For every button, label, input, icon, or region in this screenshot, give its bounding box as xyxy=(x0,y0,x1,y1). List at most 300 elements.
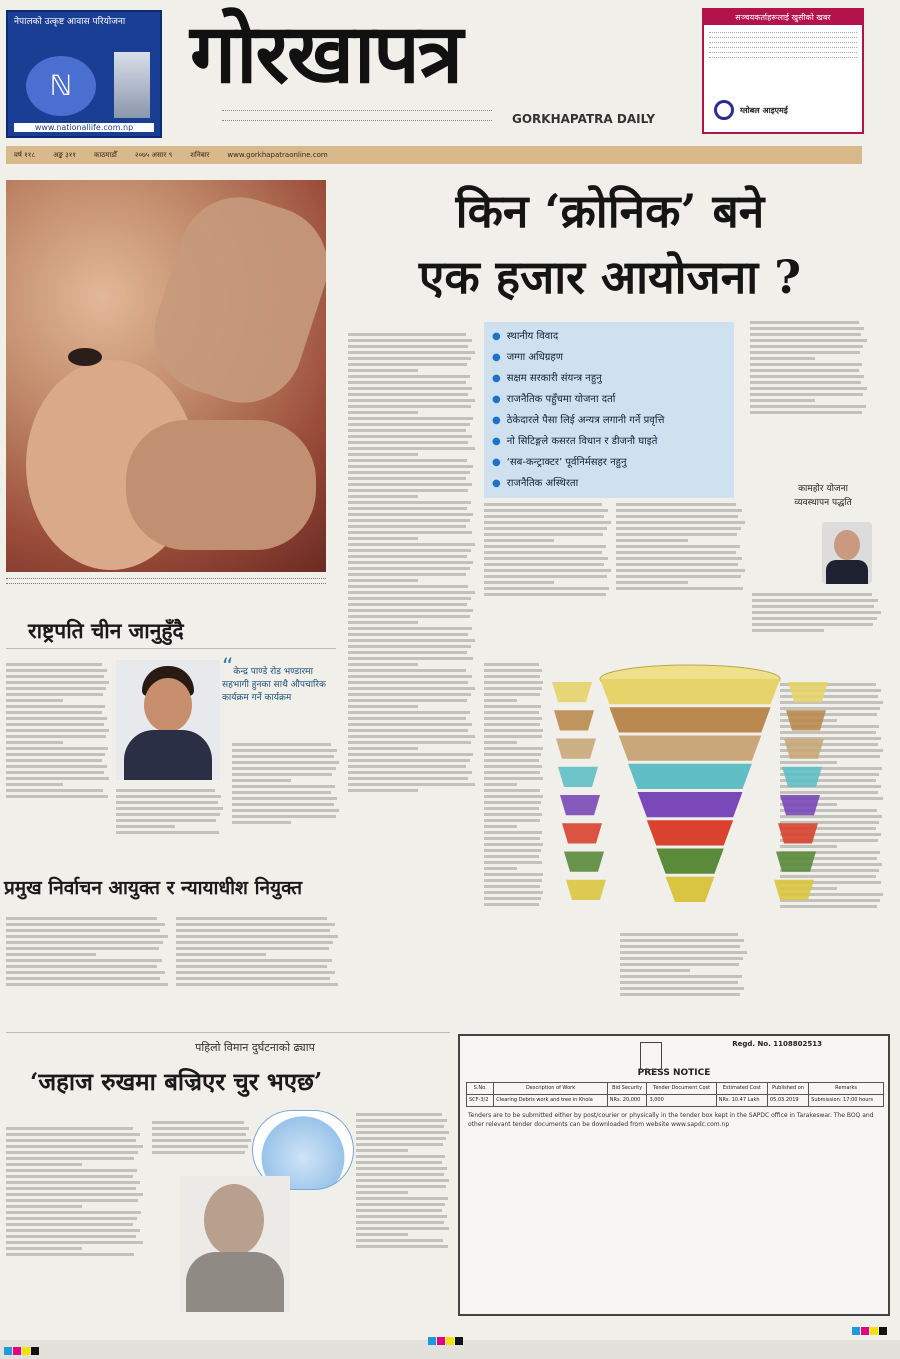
ribbon-item: वर्ष ११८ xyxy=(14,151,36,159)
text-line xyxy=(348,435,472,438)
text-line xyxy=(116,807,223,810)
text-line xyxy=(620,963,739,966)
text-line xyxy=(616,539,688,542)
text-line xyxy=(6,941,163,944)
text-line xyxy=(348,489,468,492)
text-line xyxy=(6,723,104,726)
text-line xyxy=(616,587,743,590)
text-line xyxy=(348,771,472,774)
text-line xyxy=(356,1143,443,1146)
text-line xyxy=(232,785,335,788)
text-line xyxy=(6,687,106,690)
text-line xyxy=(750,387,867,390)
funnel-side-tab xyxy=(560,795,600,815)
text-line xyxy=(232,761,339,764)
text-line xyxy=(348,645,471,648)
text-line xyxy=(176,971,335,974)
text-line xyxy=(752,623,873,626)
text-line xyxy=(620,939,744,942)
funnel-layer xyxy=(609,707,770,732)
text-line xyxy=(348,609,473,612)
text-line xyxy=(620,957,743,960)
text-line xyxy=(348,369,418,372)
text-line xyxy=(348,429,466,432)
bullet-icon: ● xyxy=(492,457,501,468)
date-ribbon xyxy=(6,146,862,164)
text-line xyxy=(348,465,473,468)
text-line xyxy=(348,381,466,384)
text-line xyxy=(348,627,472,630)
article-column xyxy=(750,318,868,468)
election-commissioner-headline[interactable]: प्रमुख निर्वाचन आयुक्त र न्यायाधीश नियुक्त xyxy=(4,877,303,899)
text-line xyxy=(616,533,737,536)
text-line xyxy=(6,1217,137,1220)
text-line xyxy=(356,1173,444,1176)
list-item: ● स्थानीय विवाद xyxy=(492,331,559,342)
text-line xyxy=(484,783,517,786)
text-line xyxy=(616,545,740,548)
text-line xyxy=(176,917,327,920)
list-item: ● राजनैतिक पहुँचमा योजना दर्ता xyxy=(492,394,616,405)
text-line xyxy=(616,509,742,512)
text-line xyxy=(752,629,824,632)
text-line xyxy=(6,1145,143,1148)
table-header-row: S.No. Description of Work Bid Security Tender Document Cost Estimated Cost Published on Remarks xyxy=(467,1083,884,1095)
text-line xyxy=(6,705,105,708)
pull-quote xyxy=(222,655,340,705)
text-line xyxy=(348,549,471,552)
text-line xyxy=(348,675,472,678)
text-line xyxy=(348,573,466,576)
text-line xyxy=(484,515,604,518)
text-line xyxy=(750,333,861,336)
pull-quote-text: केन्द्र पाण्डे रोड भण्डारमा सहभागी हुनका साथै औपचारिक कार्यक्रम गर्ने कार्यक्रम xyxy=(222,667,326,703)
text-line xyxy=(484,521,611,524)
text-line xyxy=(232,773,332,776)
article-column xyxy=(484,500,612,650)
bullet-icon: ● xyxy=(492,415,501,426)
author-line1: कामहोर योजना xyxy=(798,484,848,494)
text-line xyxy=(750,393,863,396)
text-line xyxy=(484,569,611,572)
text-line xyxy=(6,1205,82,1208)
funnel-side-tab xyxy=(776,852,816,872)
text-line xyxy=(750,357,815,360)
text-line xyxy=(6,669,107,672)
text-line xyxy=(356,1155,445,1158)
text-line xyxy=(348,411,418,414)
text-line xyxy=(484,825,517,828)
text-line xyxy=(750,411,862,414)
text-line xyxy=(232,815,336,818)
text-line xyxy=(152,1139,251,1142)
text-line xyxy=(484,581,554,584)
text-line xyxy=(6,681,109,684)
text-line xyxy=(6,1235,136,1238)
text-line xyxy=(616,569,745,572)
text-line xyxy=(348,393,468,396)
text-line xyxy=(116,795,221,798)
text-line xyxy=(6,663,102,666)
text-line xyxy=(616,503,736,506)
text-line xyxy=(348,741,471,744)
text-line xyxy=(752,593,872,596)
text-line xyxy=(6,777,109,780)
text-line xyxy=(616,551,736,554)
text-line xyxy=(348,777,468,780)
funnel-side-tab xyxy=(566,880,606,900)
text-line xyxy=(348,513,473,516)
ad-left[interactable] xyxy=(6,10,162,138)
masthead-title: गोरखापत्र xyxy=(190,6,462,102)
elderly-man-photo xyxy=(180,1176,290,1312)
funnel-layer xyxy=(656,849,724,874)
text-line xyxy=(616,527,741,530)
text-line xyxy=(750,327,864,330)
text-line xyxy=(6,959,162,962)
text-line xyxy=(348,471,470,474)
building-icon xyxy=(114,52,150,118)
ribbon-item: शनिबार xyxy=(190,151,210,159)
text-line xyxy=(232,767,336,770)
ribbon-item: अङ्क ३११ xyxy=(53,151,77,159)
text-line xyxy=(348,543,475,546)
text-line xyxy=(348,519,470,522)
text-line xyxy=(176,977,330,980)
text-line xyxy=(348,639,475,642)
text-line xyxy=(348,711,470,714)
article-column xyxy=(620,930,748,1030)
text-line xyxy=(176,983,338,986)
text-line xyxy=(616,515,738,518)
text-line xyxy=(356,1233,408,1236)
text-line xyxy=(348,759,470,762)
article-column xyxy=(6,1124,144,1324)
article-column xyxy=(6,914,170,1030)
text-line xyxy=(348,477,466,480)
text-line xyxy=(750,369,859,372)
list-item: ● जग्गा अधिग्रहण xyxy=(492,352,563,363)
funnel-side-tab xyxy=(552,682,592,702)
funnel-side-tab xyxy=(786,710,826,730)
text-line xyxy=(6,789,103,792)
main-headline-line1: किन ‘क्रोनिक’ बने xyxy=(455,184,765,238)
bullet-icon: ● xyxy=(492,478,501,489)
text-line xyxy=(6,983,168,986)
text-line xyxy=(6,699,63,702)
text-line xyxy=(6,675,104,678)
plane-crash-kicker: पहिलो विमान दुर्घटनाको ढ्याप xyxy=(195,1041,315,1054)
text-line xyxy=(750,363,862,366)
text-line xyxy=(484,867,517,870)
text-line xyxy=(152,1121,244,1124)
text-line xyxy=(348,423,470,426)
text-line xyxy=(348,687,475,690)
text-line xyxy=(6,741,63,744)
text-line xyxy=(348,537,418,540)
text-line xyxy=(348,561,473,564)
masthead-subtitle: GORKHAPATRA DAILY xyxy=(512,112,656,126)
text-line xyxy=(348,597,471,600)
text-line xyxy=(356,1149,408,1152)
funnel-side-tab xyxy=(562,823,602,843)
text-line xyxy=(232,809,339,812)
masthead-notes xyxy=(222,110,492,127)
quote-icon: “ xyxy=(222,655,234,680)
text-line xyxy=(6,977,160,980)
main-headline[interactable] xyxy=(350,178,870,310)
text-line xyxy=(484,551,602,554)
text-line xyxy=(356,1209,442,1212)
text-line xyxy=(356,1227,449,1230)
text-line xyxy=(348,387,472,390)
text-line xyxy=(6,929,160,932)
text-line xyxy=(6,1163,82,1166)
text-line xyxy=(6,1157,134,1160)
ad-right-brand: ग्लोबल आइएमई xyxy=(740,106,788,115)
ad-left-site: www.nationallife.com.np xyxy=(14,123,154,132)
text-line xyxy=(232,779,291,782)
ad-left-tag: नेपालको उत्कृष्ट आवास परियोजना xyxy=(14,17,126,27)
funnel-side-tab xyxy=(784,739,824,759)
text-line xyxy=(620,969,690,972)
registration-marks-left xyxy=(4,1340,40,1359)
text-line xyxy=(152,1133,246,1136)
text-line xyxy=(356,1161,442,1164)
text-line xyxy=(6,1187,136,1190)
national-life-logo-icon: ℕ xyxy=(26,56,96,116)
funnel-side-tab xyxy=(778,823,818,843)
ribbon-item: www.gorkhapatraonline.com xyxy=(227,151,328,159)
article-column xyxy=(116,786,224,866)
registration-marks-right xyxy=(852,1320,888,1339)
text-line xyxy=(6,711,102,714)
text-line xyxy=(620,993,740,996)
text-line xyxy=(176,947,329,950)
text-line xyxy=(6,771,104,774)
funnel-side-tab xyxy=(554,710,594,730)
text-line xyxy=(348,339,472,342)
text-line xyxy=(348,459,467,462)
funnel-layer xyxy=(647,820,733,845)
author-line2: व्यवस्थापन पद्धति xyxy=(794,498,852,508)
text-line xyxy=(348,585,468,588)
text-line xyxy=(348,375,470,378)
text-line xyxy=(348,717,466,720)
text-line xyxy=(348,555,467,558)
text-line xyxy=(348,603,467,606)
funnel-side-tab xyxy=(782,767,822,787)
text-line xyxy=(348,399,475,402)
registration-marks-center xyxy=(428,1330,464,1349)
press-reg-number: Regd. No. 1108802513 xyxy=(732,1040,822,1048)
funnel-side-tab xyxy=(780,795,820,815)
text-line xyxy=(6,753,105,756)
text-line xyxy=(620,933,738,936)
text-line xyxy=(232,749,337,752)
text-line xyxy=(616,575,741,578)
text-line xyxy=(348,507,467,510)
text-line xyxy=(176,953,266,956)
article-column xyxy=(752,590,882,660)
text-line xyxy=(356,1131,449,1134)
text-line xyxy=(6,747,108,750)
text-line xyxy=(752,605,874,608)
text-line xyxy=(356,1197,448,1200)
text-line xyxy=(484,545,606,548)
text-line xyxy=(356,1179,449,1182)
text-line xyxy=(356,1185,446,1188)
text-line xyxy=(348,345,468,348)
text-line xyxy=(348,579,418,582)
funnel-side-tab xyxy=(774,880,814,900)
article-column xyxy=(348,330,476,1030)
text-line xyxy=(6,783,63,786)
text-line xyxy=(6,1181,140,1184)
text-line xyxy=(6,693,103,696)
text-line xyxy=(348,789,418,792)
text-line xyxy=(616,557,742,560)
text-line xyxy=(750,399,815,402)
list-item: ● नो सिटिङ्गले कसरत विधान र डीजनौ घाइते xyxy=(492,436,658,447)
text-line xyxy=(348,567,470,570)
text-line xyxy=(484,527,607,530)
text-line xyxy=(484,533,603,536)
funnel-layer xyxy=(619,736,762,761)
text-line xyxy=(348,693,471,696)
text-line xyxy=(6,765,107,768)
text-line xyxy=(750,405,866,408)
text-line xyxy=(6,759,102,762)
text-line xyxy=(152,1145,248,1148)
text-line xyxy=(232,755,334,758)
article-column xyxy=(616,500,746,640)
text-line xyxy=(348,651,467,654)
divider xyxy=(6,648,336,649)
text-line xyxy=(348,483,472,486)
text-line xyxy=(348,441,468,444)
text-line xyxy=(6,965,157,968)
text-line xyxy=(348,705,418,708)
ad-right[interactable] xyxy=(702,8,864,134)
text-line xyxy=(620,975,742,978)
text-line xyxy=(348,447,475,450)
text-line xyxy=(356,1215,447,1218)
text-line xyxy=(232,791,331,794)
text-line xyxy=(484,503,602,506)
text-line xyxy=(484,557,608,560)
article-column xyxy=(356,1110,450,1324)
text-line xyxy=(348,621,418,624)
press-notice-title: PRESS NOTICE xyxy=(637,1068,711,1078)
text-line xyxy=(152,1127,249,1130)
text-line xyxy=(348,357,471,360)
text-line xyxy=(356,1113,442,1116)
article-column xyxy=(176,914,340,1030)
text-line xyxy=(484,539,554,542)
text-line xyxy=(6,923,165,926)
funnel-side-tab xyxy=(558,767,598,787)
text-line xyxy=(348,333,466,336)
text-line xyxy=(484,509,608,512)
text-line xyxy=(6,717,107,720)
text-line xyxy=(750,351,860,354)
text-line xyxy=(116,789,215,792)
funnel-side-tab xyxy=(556,739,596,759)
text-line xyxy=(348,783,475,786)
causes-list xyxy=(484,322,734,498)
press-notice[interactable] xyxy=(458,1034,890,1316)
text-line xyxy=(232,821,291,824)
text-line xyxy=(116,819,216,822)
company-logo-icon xyxy=(640,1042,662,1070)
table-row: SCF-3/2 Clearing Debris work and tree in Khola NRs. 20,000 3,000 NRs. 10.47 Lakh 05.03.2019 Submission: 17:00 hours xyxy=(467,1095,884,1107)
tender-table xyxy=(466,1082,884,1107)
text-line xyxy=(6,729,109,732)
text-line xyxy=(348,699,467,702)
article-column xyxy=(6,660,110,870)
funnel-layer xyxy=(666,877,715,902)
plane-crash-headline[interactable]: ‘जहाज रुखमा बज्रिएर चुर भएछ’ xyxy=(30,1067,323,1096)
text-line xyxy=(6,1253,134,1256)
text-line xyxy=(6,1223,133,1226)
text-line xyxy=(152,1151,245,1154)
article-column xyxy=(152,1118,252,1178)
text-line xyxy=(752,611,881,614)
text-line xyxy=(750,321,859,324)
author-photo xyxy=(822,522,872,584)
text-line xyxy=(348,591,475,594)
eye-shape xyxy=(68,348,102,366)
text-line xyxy=(356,1137,446,1140)
divider xyxy=(6,1032,450,1033)
president-headline[interactable]: राष्ट्रपति चीन जानुहुँदै xyxy=(28,618,184,643)
text-line xyxy=(348,765,466,768)
text-line xyxy=(356,1191,408,1194)
text-line xyxy=(176,959,332,962)
text-line xyxy=(348,657,473,660)
text-line xyxy=(348,495,418,498)
text-line xyxy=(232,803,334,806)
text-line xyxy=(356,1245,448,1248)
text-line xyxy=(616,581,688,584)
funnel-side-tab xyxy=(564,852,604,872)
funnel-layer xyxy=(638,792,743,817)
list-item: ● ‘सब-कन्ट्राक्टर’ पूर्वनिर्मसहर नहुनु xyxy=(492,457,627,468)
text-line xyxy=(6,917,157,920)
text-line xyxy=(176,929,330,932)
text-line xyxy=(6,1127,133,1130)
text-line xyxy=(484,587,609,590)
text-line xyxy=(176,923,335,926)
text-line xyxy=(6,1193,143,1196)
photo-caption xyxy=(6,576,326,588)
bullet-icon: ● xyxy=(492,394,501,405)
text-line xyxy=(620,951,747,954)
text-line xyxy=(176,965,327,968)
text-line xyxy=(348,669,466,672)
text-line xyxy=(348,753,473,756)
text-line xyxy=(484,575,607,578)
text-line xyxy=(356,1167,447,1170)
text-line xyxy=(356,1203,445,1206)
text-line xyxy=(484,699,517,702)
text-line xyxy=(348,525,466,528)
text-line xyxy=(484,593,606,596)
text-line xyxy=(348,531,472,534)
ad-right-header: सञ्चयकर्ताहरूलाई खुसीको खबर xyxy=(704,10,862,25)
text-line xyxy=(356,1239,443,1242)
